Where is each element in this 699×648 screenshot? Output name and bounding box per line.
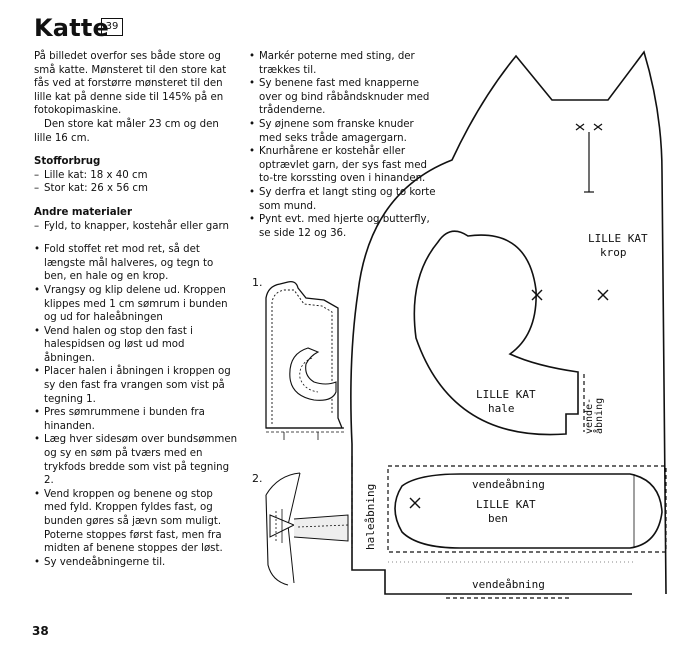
- figure-1-number: 1.: [252, 276, 263, 289]
- instruction-steps: [34, 243, 238, 569]
- list-item: • Læg hver sidesøm over bundsømmen og sy en søm på tværs med en trykfods bredde som vist på tegning 2.: [34, 433, 238, 487]
- cat-pattern-sheet: [340, 42, 690, 607]
- list-item: – Fyld, to knapper, kostehår eller garn: [34, 220, 238, 234]
- tail-label-1: LILLE KAT: [476, 388, 536, 401]
- leg-label-1: LILLE KAT: [476, 498, 536, 511]
- cat-body-outline: [351, 52, 666, 594]
- left-column: [34, 50, 238, 569]
- body-label-2: krop: [600, 246, 627, 259]
- tail-opening-label: vende-: [584, 397, 595, 434]
- list-item: • Knurhårene er kostehår eller optrævlet garn, der sys fast med to-tre korssting oven i hinanden.: [249, 145, 439, 186]
- list-item: • Pynt evt. med hjerte og butterfly, se side 12 og 36.: [249, 213, 439, 240]
- figure-2-number: 2.: [252, 472, 263, 485]
- tail-label-2: hale: [488, 402, 515, 415]
- list-item: • Sy benene fast med knapperne over og bind råbåndsknuder med trådenderne.: [249, 77, 439, 118]
- page-title: Katte: [34, 14, 110, 42]
- figure-1-illustration: [258, 278, 350, 448]
- list-item: • Vend halen og stop den fast i halespidsen og løst ud mod åbningen.: [34, 325, 238, 366]
- list-item: • Sy vendeåbningerne til.: [34, 556, 238, 570]
- list-item: • Sy derfra et langt sting og to korte som mund.: [249, 186, 439, 213]
- materialer-heading: Andre materialer: [34, 206, 132, 218]
- button-mark-icon: [532, 290, 608, 300]
- list-item: • Placer halen i åbningen i kroppen og sy den fast fra vrangen som vist på tegning 1.: [34, 365, 238, 406]
- stofforbrug-heading: Stofforbrug: [34, 156, 101, 168]
- list-item: • Vend kroppen og benene og stop med fyld. Kroppen fyldes fast, og bunden gøres så jævn som muligt. Poterne stoppes først fast, men fra midten af benene stoppes der løst.: [34, 488, 238, 556]
- leg-label-2: ben: [488, 512, 508, 525]
- list-item: • Fold stoffet ret mod ret, så det længste mål halveres, og tegn to ben, en hale og en krop.: [34, 243, 238, 284]
- tail-opening-label-2: åbning: [594, 397, 605, 434]
- list-item: • Sy øjnene som franske knuder med seks tråde amagergarn.: [249, 118, 439, 145]
- list-item: • Markér poterne med sting, der trækkes til.: [249, 50, 439, 77]
- stofforbrug-list: [34, 169, 238, 196]
- cat-face-icon: [576, 124, 602, 192]
- list-item: • Pres sømrummene i bunden fra hinanden.: [34, 406, 238, 433]
- leg-opening-label: vendeåbning: [472, 478, 545, 491]
- page-reference-box: 39: [101, 18, 123, 36]
- body-label-1: LILLE KAT: [588, 232, 648, 245]
- list-item: – Lille kat: 18 x 40 cm: [34, 169, 238, 183]
- page-number: 38: [32, 624, 49, 638]
- intro-paragraph-1: På billedet overfor ses både store og små katte. Mønsteret til den store kat fås ved at forstørre mønsteret til den lille kat på denne side til 145% på en fotokopimaskine.: [34, 51, 227, 117]
- list-item: • Vrangsy og klip delene ud. Kroppen klippes med 1 cm sømrum i bunden og ud for haleåbningen: [34, 284, 238, 325]
- materialer-list: [34, 220, 238, 234]
- tail-slot-label: haleåbning: [364, 483, 377, 550]
- intro-paragraph-2: Den store kat måler 23 cm og den lille 16 cm.: [34, 118, 219, 144]
- bottom-opening-label: vendeåbning: [472, 578, 545, 591]
- list-item: – Stor kat: 26 x 56 cm: [34, 182, 238, 196]
- figure-2-illustration: [258, 465, 350, 595]
